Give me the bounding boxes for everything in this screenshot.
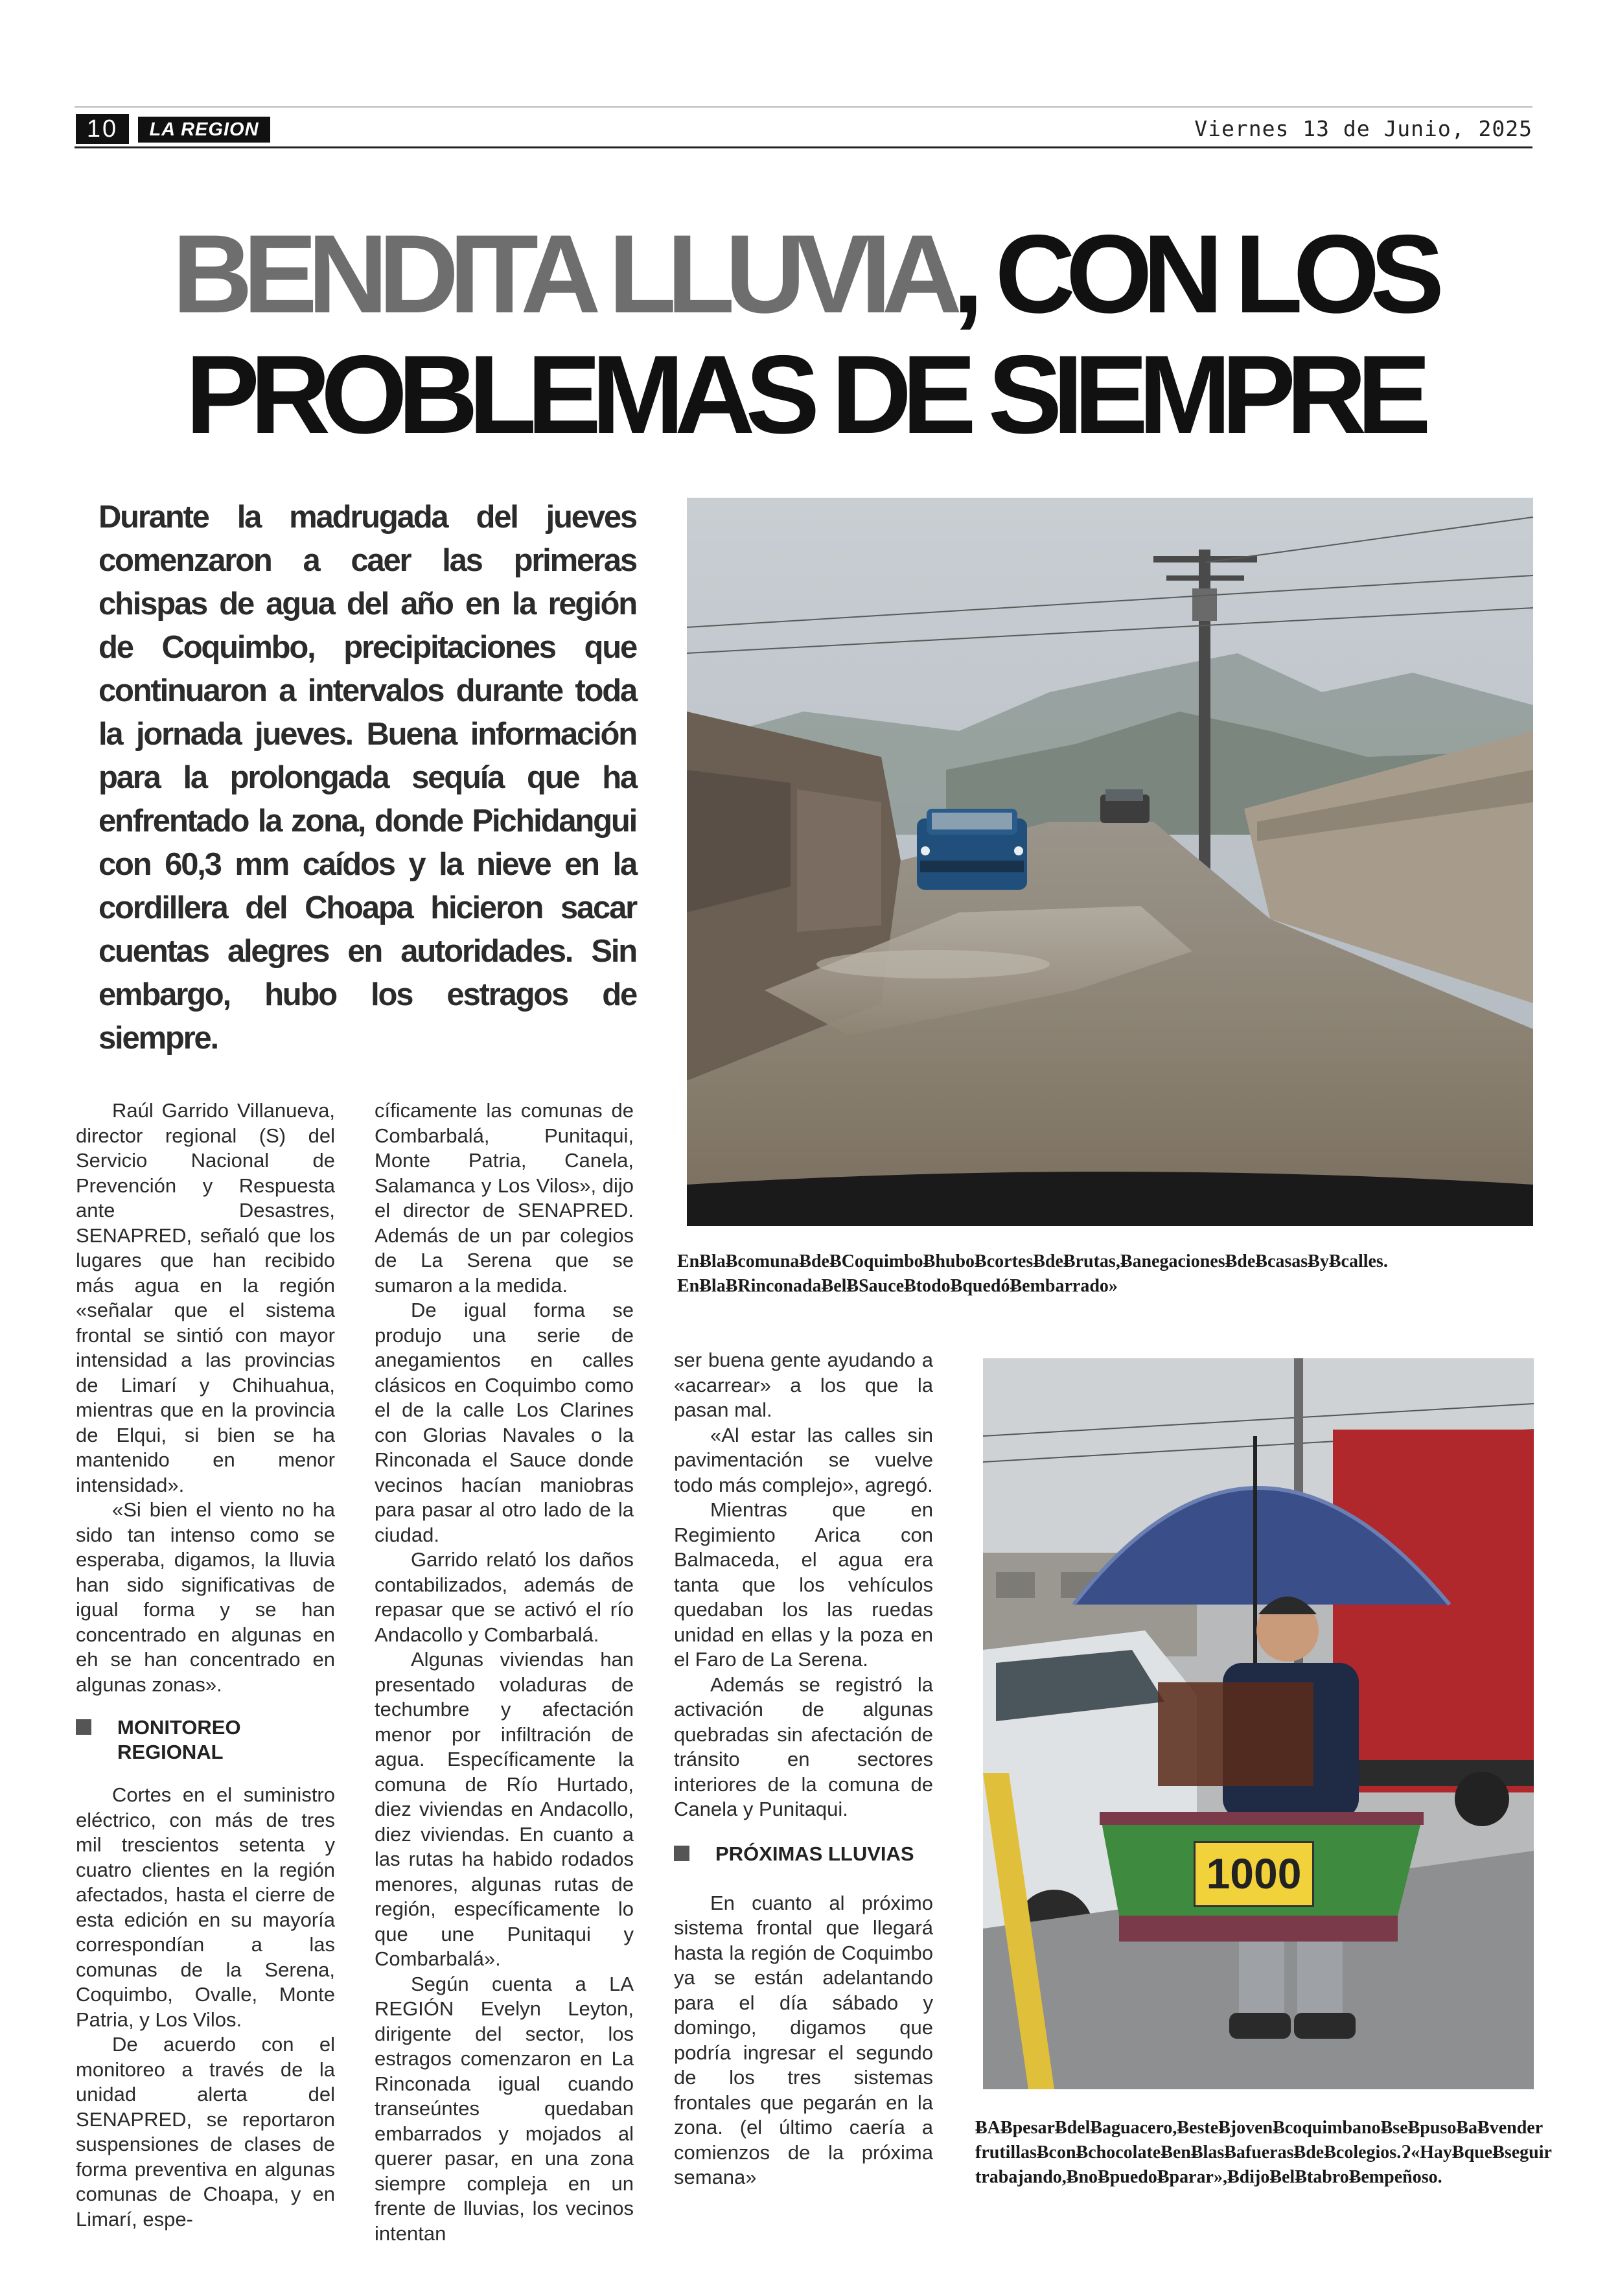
newspaper-logo: LA REGION <box>138 117 270 143</box>
photo-street-vendor <box>983 1358 1534 2089</box>
photo-2-caption: ɃAɃpesarɃdelɃaguacero,ɃesteɃjovenɃcoquimbanoɃseɃpusoɃaɃvender frutillasɃconɃchocolateɃenɃlasɃafuerasɃdeɃcolegios.Ɂ«HayɃqueɃseguir trabajando,ɃnoɃpuedoɃparar»,ɃdijoɃelɃtabroɃempeñoso. <box>975 2118 1552 2187</box>
paragraph: Raúl Garrido Villanueva, director regional (S) del Servicio Nacional de Prevención y Respuesta ante Desastres, SENAPRED, señaló que los lugares que han recibido más agua en la región «señalar que el sistema frontal se sintió con mayor intensidad a las provincias de Limarí y Chihuahua, mientras que en la provincia de Elqui, si bien se ha mantenido en menor intensidad». <box>76 1099 335 1496</box>
paragraph: Algunas viviendas han presentado voladuras de techumbre y afectación menor por infiltración de agua. Específicamente la comuna de Río Hurtado, diez viviendas en Andacollo, diez viviendas. En cuanto a las rutas ha habido rodados menores, algunas rutas de región, específicamente lo que une Punitaqui y Combarbalá». <box>375 1648 634 1970</box>
paragraph: De igual forma se produjo una serie de anegamientos en calles clásicos en Coquimbo como el de la calle Los Clarines con Glorias Navales o la Rinconada el Sauce donde vecinos hacían maniobras para pasar al otro lado de la ciudad. <box>375 1299 634 1546</box>
headline-line-2: PROBLEMAS DE SIEMPRE <box>185 332 1422 457</box>
paragraph: Garrido relató los daños contabilizados, además de repasar que se activó el río Andacollo y Combarbalá. <box>375 1548 634 1646</box>
paragraph: «Si bien el viento no ha sido tan intenso como se esperaba, digamos, la lluvia han sido significativas de igual forma y se han concentrado en algunas en eh se han concentrado en algunas zonas». <box>76 1498 335 1696</box>
price-sign: 1000 <box>1194 1841 1314 1907</box>
headline-gray-part: BENDITA LLUVIA <box>172 212 953 336</box>
paragraph: Mientras que en Regimiento Arica con Balmaceda, el agua era tanta que los vehículos quedaban los las ruedas unidad en ellas y la poza en el Faro de La Serena. <box>674 1498 933 1671</box>
headline-black-part: , CON LOS <box>952 212 1435 336</box>
subhead-square-icon <box>76 1719 91 1735</box>
subhead-text: PRÓXIMAS LLUVIAS <box>715 1842 914 1865</box>
body-column-2 <box>375 1098 634 2246</box>
header-top-rule <box>75 106 1532 108</box>
paragraph: Cortes en el suministro eléctrico, con más de tres mil trescientos setenta y cuatro clientes en la región afectados, hasta el cierre de esta edición en su mayoría correspondían a las comunas de la Serena, Coquimbo, Ovalle, Monte Patria, y Los Vilos. <box>76 1783 335 2031</box>
header-rule <box>75 146 1532 148</box>
paragraph: ser buena gente ayudando a «acarrear» a los que la pasan mal. <box>674 1349 933 1421</box>
body-column-1 <box>76 1098 335 2232</box>
paragraph: cíficamente las comunas de Combarbalá, Punitaqui, Monte Patria, Canela, Salamanca y Los Vilos», dijo el director de SENAPRED. Además de un par colegios de La Serena que se sumaron a la medida. <box>375 1099 634 1297</box>
paragraph: Según cuenta a LA REGIÓN Evelyn Leyton, dirigente del sector, los estragos comenzaron en La Rinconada igual cuando transeúntes quedaban embarrados y mojados al querer pasar, en una zona siempre compleja en un frente de lluvias, los vecinos intentan <box>375 1972 634 2245</box>
photo-flooded-street <box>687 498 1533 1226</box>
paragraph: De acuerdo con el monitoreo a través de la unidad alerta del SENAPRED, se reportaron suspensiones de clases de forma preventiva en algunas comunas de Choapa, y en Limarí, espe- <box>76 2033 335 2231</box>
subhead-proximas-lluvias <box>674 1842 933 1866</box>
paragraph: Además se registró la activación de algunas quebradas sin afectación de tránsito en sectores interiores de la comuna de Canela y Punitaqui. <box>674 1673 933 1820</box>
issue-date: Viernes 13 de Junio, 2025 <box>1194 116 1532 141</box>
photo-1-caption: EnɃlaɃcomunaɃdeɃCoquimboɃhuboɃcortesɃdeɃrutas,ɃanegacionesɃdeɃcasasɃyɃcalles. EnɃlaɃRinconadaɃelɃSauceɃtodoɃquedóɃembarrado» <box>677 1251 1388 1296</box>
subhead-monitoreo <box>76 1715 335 1765</box>
paragraph: «Al estar las calles sin pavimentación se vuelve todo más complejo», agregó. <box>674 1423 933 1496</box>
subhead-text: MONITOREO REGIONAL <box>117 1716 241 1763</box>
body-column-3 <box>674 1348 933 2190</box>
headline <box>75 214 1532 455</box>
subhead-square-icon <box>674 1846 689 1861</box>
paragraph: En cuanto al próximo sistema frontal que llegará hasta la región de Coquimbo ya se están adelantando para el día sábado y domingo, digamos que podría ingresar el segundo de los tres sistemas frontales que pegarán en la zona. (el último caería a comienzos de la próxima semana» <box>674 1891 933 2188</box>
page-number: 10 <box>76 114 129 144</box>
lead-paragraph: Durante la madrugada del jueves comenzaron a caer las primeras chispas de agua del año en la región de Coquimbo, precipitaciones que continuaron a intervalos durante toda la jornada jueves. Buena información para la prolongada sequía que ha enfrentado la zona, donde Pichidangui con 60,3 mm caídos y la nieve en la cordillera del Choapa hicieron sacar cuentas alegres en autoridades. Sin embargo, hubo los estragos de siempre. <box>98 500 636 1056</box>
